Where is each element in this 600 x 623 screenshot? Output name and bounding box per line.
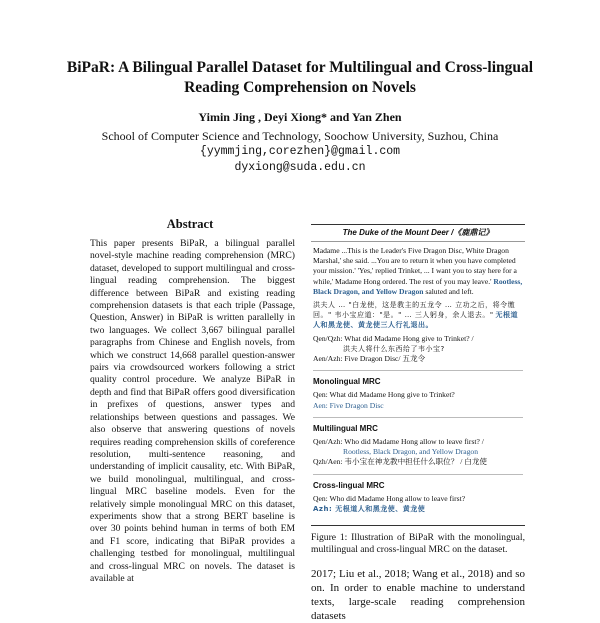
figure-title: The Duke of the Mount Deer /《鹿鼎记》 [311, 227, 525, 242]
abstract-text: This paper presents BiPaR, a bilingual parallel novel-style machine reading comprehension (MRC) dataset, developed to support multilingual and cross-lingual reading comprehension. The biggest difference between BiPaR and existing reading comprehension datasets is that each triple (Passage, Question, Answer) in BiPaR is written parallelly in two languages. We collect 3,667 bilingual parallel paragraphs from Chinese and English novels, from which we construct 14,668 parallel question-answer pairs via crowdsourced workers following a strict quality control procedure. We analyze BiPaR in depth and find that BiPaR offers good diversification in prefixes of questions, answer types and relationships between questions and passages. We also observe that answering questions of novels requires reading comprehension skills of coreference resolution, multi-sentence reasoning, and understanding of implicit causality, etc. With BiPaR, we build monolingual, multilingual, and cross-lingual MRC baseline models. Even for the relatively simple monolingual MRC on this dataset, experiments show that a strong BERT baseline is over 30 points behind human in terms of both EM and F1 score, indicating that BiPaR provides a challenging testbed for monolingual, multilingual and cross-lingual MRC on novels. The dataset is available at [90, 238, 295, 584]
divider [313, 474, 523, 475]
email-1: {yymmjing,corezhen}@gmail.com [199, 145, 401, 158]
mono-a: Aen: Five Dragon Disc [313, 400, 384, 410]
abstract-heading: Abstract [166, 217, 214, 231]
example-question [313, 334, 523, 365]
figure-body [311, 242, 525, 514]
passage-zh-text: 洪夫人 … "白龙使，这是教主的五龙令 … 立功之后，将令缴回。" 韦小宝应道："是。" … 三人躬身，余人退去。" [313, 301, 516, 320]
q1-zh: 洪夫人将什么东西给了韦小宝? [343, 344, 445, 353]
passage-en-highlight: Rootless, Black Dragon, and Yellow Dragon [313, 276, 523, 296]
multi-a: Qzh/Aen: 韦小宝在神龙教中担任什么职位？ / 白龙使 [313, 457, 488, 467]
multi-q-cont: Rootless, Black Dragon, and Yellow Dragon [343, 447, 478, 457]
multi-q: Qen/Azh: Who did Madame Hong allow to leave first? / [313, 437, 484, 447]
q1-text: Qen/Qzh: What did Madame Hong give to Trinket? / [313, 333, 474, 343]
cross-q: Qen: Who did Madame Hong allow to leave first? [313, 493, 466, 503]
passage-en-text: Madame ...This is the Leader's Five Dragon Disc, White Dragon Marshal,' she said. ...You are to return it when you have completed your mission.' 'Yes,' replied Trinket, ... I want you to stay here for a while,' Madame Hong ordered. The rest of you may leave.' [313, 246, 517, 286]
email-2: dyxiong@suda.edu.cn [234, 161, 366, 174]
cross-heading: Cross-lingual MRC [313, 480, 385, 490]
cross-a: Azh: 无根道人和黑龙使、黄龙使 [313, 505, 426, 514]
divider [313, 370, 523, 371]
paper-title [40, 58, 560, 98]
divider [313, 417, 523, 418]
affiliation: School of Computer Science and Technology, Soochow University, Suzhou, China [101, 129, 499, 143]
passage-en-tail: saluted and left. [425, 286, 474, 296]
title-line-1: BiPaR: A Bilingual Parallel Dataset for Multilingual and Cross-lingual [66, 59, 534, 76]
mono-heading: Monolingual MRC [313, 377, 381, 387]
affiliation-block [40, 128, 560, 176]
passage-english [313, 246, 523, 297]
passage-zh-highlight: 无根道人和黑龙使、黄龙使三人行礼退出。 [313, 311, 518, 330]
authors: Yimin Jing , Deyi Xiong* and Yan Zhen [198, 110, 402, 124]
passage-chinese [313, 300, 523, 331]
a1-text: Aen/Azh: Five Dragon Disc/ 五龙令 [313, 354, 426, 364]
body-text: 2017; Liu et al., 2018; Wang et al., 2018) and so on. In order to enable machine to understand texts, large-scale reading comprehension datasets [311, 568, 525, 622]
figure-1 [311, 224, 525, 526]
figure-caption: Figure 1: Illustration of BiPaR with the monolingual, multilingual and cross-lingual MRC on the dataset. [311, 532, 525, 556]
multi-heading: Multilingual MRC [313, 423, 378, 433]
title-line-2: Reading Comprehension on Novels [184, 79, 416, 96]
mono-q: Qen: What did Madame Hong give to Trinket? [313, 390, 455, 400]
